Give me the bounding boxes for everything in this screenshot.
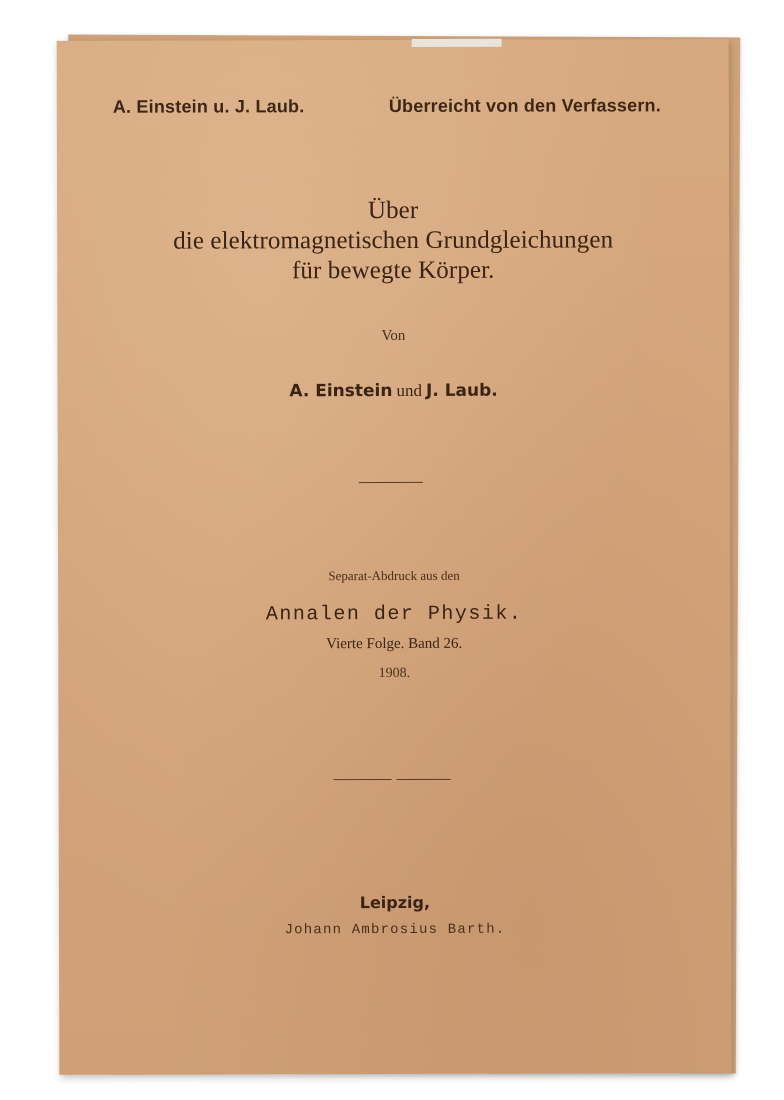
- journal-series: Vierte Folge. Band 26.: [326, 635, 463, 653]
- journal-title: Annalen der Physik.: [265, 602, 523, 627]
- title-line-2: die elektromagnetischen Grundgleichungen: [173, 226, 614, 255]
- imprint-place: Leipzig,: [359, 892, 431, 913]
- title-line-1: Über: [367, 196, 419, 225]
- divider-rule-2b: [397, 779, 451, 780]
- header-presentation-note: Überreicht von den Verfassern.: [388, 95, 661, 117]
- reprint-note: Separat-Abdruck aus den: [328, 567, 460, 584]
- author-einstein: A. Einstein: [289, 381, 393, 402]
- imprint-publisher: Johann Ambrosius Barth.: [284, 921, 506, 939]
- byline-von: Von: [381, 327, 406, 345]
- divider-rule-1: [359, 482, 423, 483]
- author-conjunction: und: [396, 380, 423, 400]
- pamphlet-cover: [57, 39, 732, 1075]
- header-authors: A. Einstein u. J. Laub.: [112, 96, 305, 117]
- title-line-3: für bewegte Körper.: [291, 256, 495, 285]
- cover-notch: [412, 39, 502, 47]
- divider-rule-2a: [334, 779, 392, 780]
- byline-authors: [58, 380, 730, 402]
- author-laub: J. Laub.: [425, 380, 498, 401]
- publication-year: 1908.: [378, 665, 411, 682]
